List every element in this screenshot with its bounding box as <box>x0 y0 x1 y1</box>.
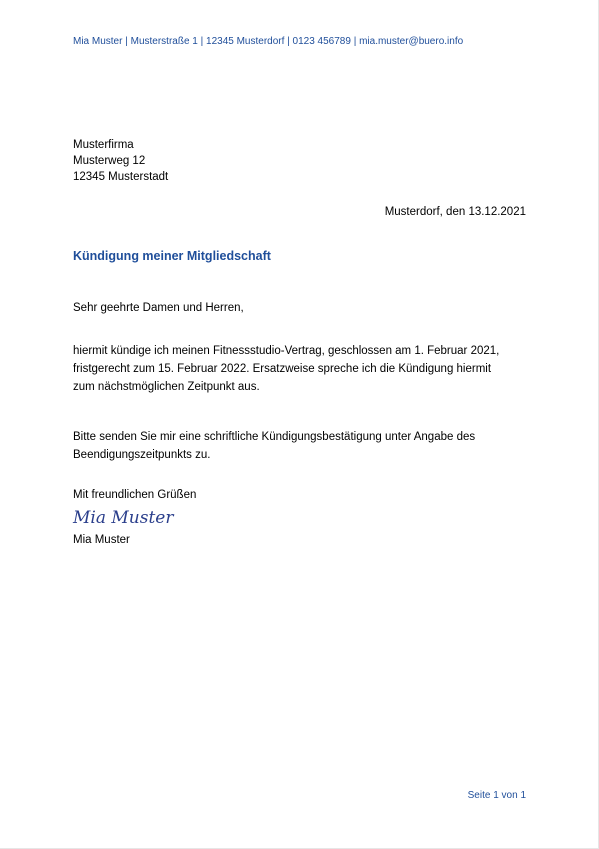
recipient-city: 12345 Musterstadt <box>73 171 169 183</box>
handwritten-signature: Mia Muster <box>73 508 174 528</box>
salutation: Sehr geehrte Damen und Herren, <box>73 302 244 314</box>
date-line: Musterdorf, den 13.12.2021 <box>384 206 526 218</box>
recipient-company: Musterfirma <box>73 139 134 151</box>
signer-name: Mia Muster <box>73 534 130 546</box>
paragraph-line: Bitte senden Sie mir eine schriftliche Kündigungsbestätigung unter Angabe des <box>73 431 476 443</box>
paragraph-line: fristgerecht zum 15. Februar 2022. Ersatzweise spreche ich die Kündigung hiermit <box>73 363 492 375</box>
closing-phrase: Mit freundlichen Grüßen <box>73 489 197 501</box>
body-paragraph-2 <box>73 428 475 464</box>
letter-subject: Kündigung meiner Mitgliedschaft <box>73 249 271 263</box>
page-indicator: Seite 1 von 1 <box>467 790 526 801</box>
paragraph-line: hiermit kündige ich meinen Fitnessstudio-Vertrag, geschlossen am 1. Februar 2021, <box>73 345 500 357</box>
recipient-street: Musterweg 12 <box>73 155 146 167</box>
paragraph-line: Beendigungszeitpunkts zu. <box>73 449 211 461</box>
recipient-address <box>73 137 168 185</box>
paragraph-line: zum nächstmöglichen Zeitpunkt aus. <box>73 381 260 393</box>
sender-address-line: Mia Muster | Musterstraße 1 | 12345 Musterdorf | 0123 456789 | mia.muster@buero.info <box>73 36 464 47</box>
body-paragraph-1 <box>73 342 499 396</box>
